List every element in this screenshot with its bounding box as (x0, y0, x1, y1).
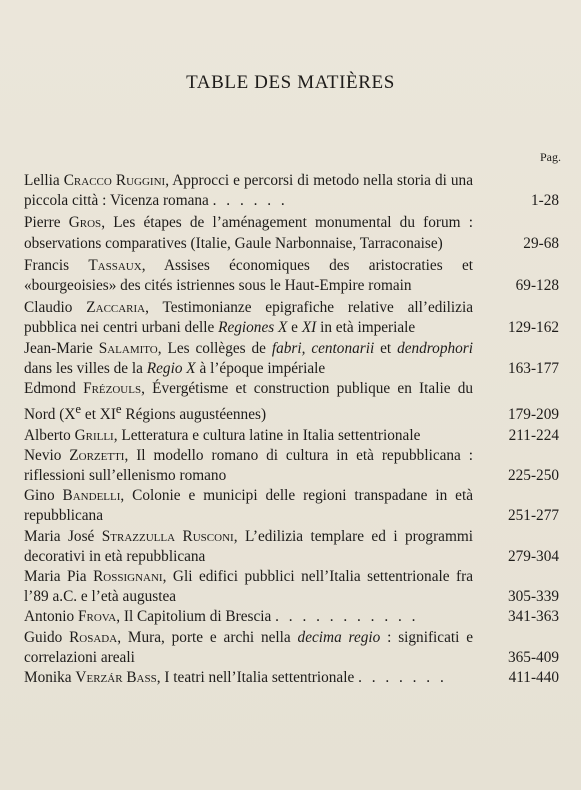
author-first-name: Monika (24, 668, 72, 686)
dot-leader: . . . . . . (212, 192, 288, 210)
page-range: 69-128 (515, 277, 559, 295)
author-last-name: Gros (68, 214, 102, 232)
toc-entry (24, 628, 559, 668)
entry-title-part: , Les collèges de (157, 339, 272, 357)
entry-title-italic: decima regio (297, 628, 381, 646)
entry-title: , Il modello romano di cultura in età repubblicana : riflessioni sull’ellenismo romano (24, 446, 473, 484)
author-last-name: Rossignani (93, 567, 163, 585)
entry-title-italic: XI (301, 319, 317, 337)
author-last-name: Zorzetti (69, 446, 125, 464)
page-range: 225-250 (508, 466, 559, 484)
toc-entry (24, 171, 559, 211)
dot-leader: . . . . . . . . . . . (275, 608, 419, 626)
toc-entry (24, 567, 559, 607)
toc-entry (24, 527, 559, 567)
author-first-name: Guido (24, 628, 63, 646)
superscript: e (75, 402, 82, 417)
entry-title-part: et XI (81, 406, 116, 424)
toc-entry (24, 426, 559, 446)
author-first-name: Alberto (24, 426, 71, 444)
entry-title: , Colonie e municipi delle regioni transpadane in età repubblicana (24, 487, 473, 525)
entry-title: , I teatri nell’Italia settentrionale (156, 668, 355, 686)
superscript: e (115, 402, 122, 417)
entry-title: , Letteratura e cultura latine in Italia settentrionale (113, 426, 421, 444)
toc-entry (24, 379, 559, 426)
author-first-name: Antonio (24, 608, 75, 626)
page-range: 163-177 (508, 359, 559, 377)
author-last-name: Frézouls (83, 380, 142, 398)
author-last-name: Zaccaria (86, 299, 146, 317)
author-last-name: Bandelli (62, 487, 121, 505)
toc-entry (24, 256, 559, 296)
entry-title: , Gli edifici pubblici nell’Italia settentrionale fra l’89 a.C. e l’età augustea (24, 567, 473, 606)
entry-title: , Les étapes de l’aménagement monumental du forum : observations comparatives (Italie, Gaule Narbonnaise, Tarraconaise) (24, 214, 473, 252)
entry-title-part: , Mura, porte e archi nella (117, 628, 298, 646)
page-range: 1-28 (530, 192, 559, 210)
entry-title: , Il Capitolium di Brescia (116, 608, 272, 626)
author-first-name: Jean-Marie (24, 339, 93, 357)
author-last-name: Salamito (98, 339, 158, 357)
author-last-name: Grilli (74, 426, 114, 444)
pages-column-label: Pag. (540, 150, 561, 164)
entry-title-part: dans les villes de la (24, 359, 147, 377)
author-last-name: Strazzulla Rusconi (101, 527, 234, 545)
entry-title-part: e (287, 319, 302, 337)
author-first-name: Gino (24, 487, 55, 505)
author-first-name: Nevio (24, 446, 62, 464)
author-last-name: Frova (77, 608, 117, 626)
page-range: 305-339 (508, 588, 559, 606)
page-title: TABLE DES MATIÈRES (186, 72, 395, 93)
entry-title-part: Régions augustéennes) (121, 406, 267, 424)
author-last-name: Cracco Ruggini (63, 172, 166, 189)
entry-title-part: : significati e correlazioni areali (24, 628, 474, 666)
table-of-contents (24, 171, 559, 688)
entry-title: , Approcci e percorsi di metodo nella storia di una piccola città : Vicenza romana (24, 172, 473, 210)
page-range: 365-409 (508, 648, 559, 666)
toc-entry (24, 607, 559, 627)
entry-title-italic: dendrophori (397, 339, 473, 357)
page-range: 29-68 (523, 234, 559, 252)
page-range: 341-363 (508, 608, 559, 626)
author-first-name: Pierre (24, 214, 61, 232)
page-range: 129-162 (508, 319, 559, 337)
author-first-name: Claudio (24, 299, 73, 317)
toc-entry (24, 446, 559, 486)
author-last-name: Verzár Bass (75, 668, 157, 686)
author-first-name: Lellia (24, 172, 60, 189)
page-range: 211-224 (508, 426, 559, 444)
entry-title-italic: Regiones X (218, 319, 288, 337)
entry-title-part: in età imperiale (316, 319, 416, 337)
toc-entry (24, 298, 559, 338)
toc-entry (24, 339, 559, 379)
entry-title-part: , Évergétisme et construction publique en Italie du Nord (X (24, 380, 474, 424)
entry-title: , Assises économiques des aristocraties et «bourgeoisies» des cités istriennes sous le Haut-Empire romain (24, 256, 473, 295)
author-last-name: Tassaux (88, 256, 142, 274)
author-first-name: Maria José (24, 527, 95, 545)
author-first-name: Edmond (24, 380, 76, 398)
author-first-name: Francis (24, 256, 70, 274)
author-last-name: Rosada (69, 628, 118, 646)
page-range: 179-209 (508, 406, 559, 424)
page-range: 251-277 (508, 507, 559, 525)
entry-title: , L’edilizia templare ed i programmi decorativi in età repubblicana (24, 527, 474, 565)
dot-leader: . . . . . . . (358, 668, 447, 686)
entry-title-italic: Regio X (146, 359, 196, 377)
page-range: 279-304 (508, 547, 559, 565)
author-first-name: Maria Pia (24, 567, 87, 585)
entry-title-part: à l’époque impériale (195, 359, 326, 377)
entry-title-part: , Testimonianze epigrafiche relative all’edilizia pubblica nei centri urbani delle (24, 299, 473, 337)
page-range: 411-440 (508, 668, 559, 686)
entry-title-italic: fabri, centonarii (271, 339, 375, 357)
entry-title-part: et (374, 339, 398, 357)
toc-entry (24, 213, 559, 253)
toc-entry (24, 668, 559, 688)
toc-entry (24, 486, 559, 526)
